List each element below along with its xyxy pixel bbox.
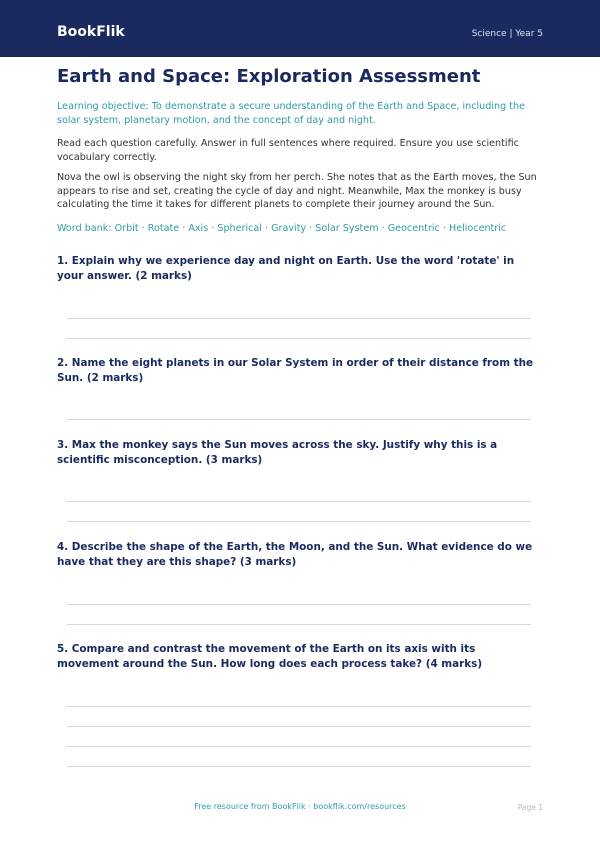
page-title: Earth and Space: Exploration Assessment: [57, 66, 481, 87]
answer-line[interactable]: [67, 706, 531, 707]
answer-line[interactable]: [67, 726, 531, 727]
answer-line[interactable]: [67, 521, 531, 522]
answer-line[interactable]: [67, 318, 531, 319]
brand-logo-text: BookFlik: [57, 24, 125, 40]
word-bank: Word bank: Orbit · Rotate · Axis · Spherical · Gravity · Solar System · Geocentric · Heliocentric: [57, 223, 507, 234]
instructions: Read each question carefully. Answer in full sentences where required. Ensure you use scientific vocabulary correctly.: [57, 138, 519, 163]
question-1: 1. Explain why we experience day and night on Earth. Use the word 'rotate' in your answer. (2 marks): [57, 255, 515, 282]
answer-line[interactable]: [67, 501, 531, 502]
answer-line[interactable]: [67, 624, 531, 625]
question-5: 5. Compare and contrast the movement of the Earth on its axis with its movement around the Sun. How long does each process take? (4 marks): [57, 643, 483, 670]
answer-line[interactable]: [67, 419, 531, 420]
learning-objective: Learning objective: To demonstrate a secure understanding of the Earth and Space, including the solar system, planetary motion, and the concept of day and night.: [57, 101, 525, 126]
question-3: 3. Max the monkey says the Sun moves across the sky. Justify why this is a scientific misconception. (3 marks): [57, 439, 498, 466]
page-number: Page 1: [517, 803, 543, 812]
answer-line[interactable]: [67, 604, 531, 605]
page-header: [0, 0, 600, 57]
answer-line[interactable]: [67, 766, 531, 767]
question-2: 2. Name the eight planets in our Solar System in order of their distance from the Sun. (2 marks): [57, 357, 534, 384]
answer-line[interactable]: [67, 338, 531, 339]
question-4: 4. Describe the shape of the Earth, the Moon, and the Sun. What evidence do we have that they are this shape? (3 marks): [57, 541, 533, 568]
footer-resource-link[interactable]: Free resource from BookFlik · bookflik.com/resources: [194, 802, 406, 811]
answer-line[interactable]: [67, 746, 531, 747]
story-text: Nova the owl is observing the night sky from her perch. She notes that as the Earth moves, the Sun appears to rise and set, creating the cycle of day and night. Meanwhile, Max the monkey is busy calculating the time it takes for different planets to complete their journey around the Sun.: [57, 172, 537, 210]
subject-year-label: Science | Year 5: [471, 29, 543, 39]
